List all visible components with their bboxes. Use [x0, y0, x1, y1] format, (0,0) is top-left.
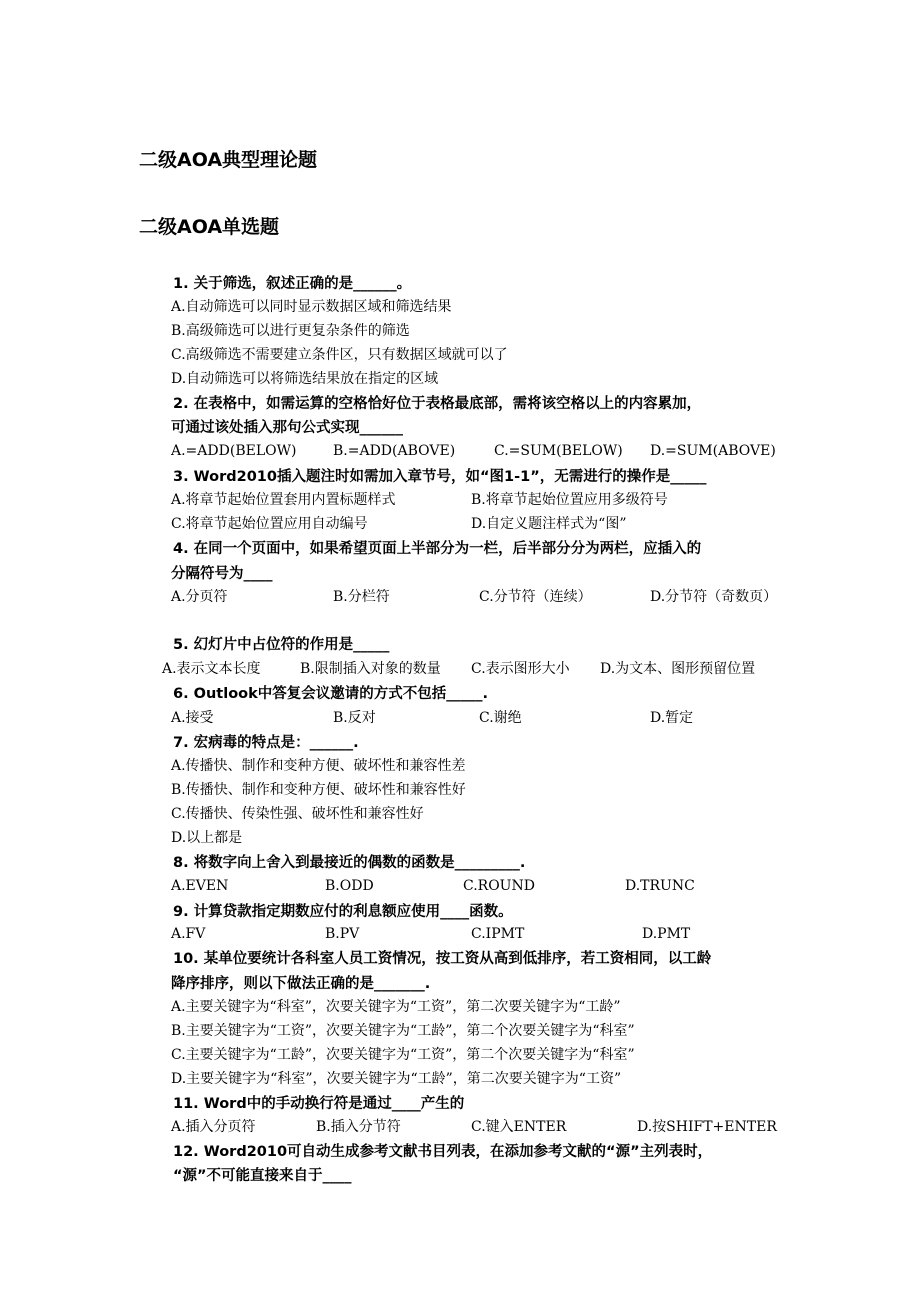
option-4d: D.分节符（奇数页）: [650, 589, 778, 605]
question-4-line-2: 分隔符号为____: [171, 566, 273, 582]
option-11c: C.键入ENTER: [471, 1119, 567, 1135]
option-7b: B.传播快、制作和变种方便、破坏性和兼容性好: [171, 782, 466, 798]
option-6b: B.反对: [333, 710, 376, 726]
option-10c: C.主要关键字为“工龄”，次要关键字为“工资”，第二个次要关键字为“科室”: [171, 1047, 635, 1063]
option-3b: B.将章节起始位置应用多级符号: [471, 492, 668, 508]
option-9c: C.IPMT: [471, 926, 525, 942]
option-8c: C.ROUND: [463, 878, 535, 894]
question-9: 9. 计算贷款指定期数应付的利息额应使用____函数。: [173, 904, 513, 920]
question-8: 8. 将数字向上舍入到最接近的偶数的函数是_________.: [173, 855, 526, 871]
option-11d: D.按SHIFT+ENTER: [637, 1119, 777, 1135]
question-10-line-1: 10. 某单位要统计各科室人员工资情况，按工资从高到低排序，若工资相同，以工龄: [173, 951, 712, 967]
option-6c: C.谢绝: [479, 710, 522, 726]
option-3a: A.将章节起始位置套用内置标题样式: [171, 492, 396, 508]
option-1a: A.自动筛选可以同时显示数据区域和筛选结果: [171, 299, 452, 315]
option-9d: D.PMT: [642, 926, 691, 942]
option-1c: C.高级筛选不需要建立条件区，只有数据区域就可以了: [171, 347, 508, 363]
option-6a: A.接受: [171, 710, 214, 726]
question-3: 3. Word2010插入题注时如需加入章节号，如“图1-1”，无需进行的操作是_____: [173, 469, 707, 485]
option-5d: D.为文本、图形预留位置: [600, 661, 756, 677]
option-10a: A.主要关键字为“科室”，次要关键字为“工资”，第二次要关键字为“工龄”: [171, 999, 621, 1015]
option-11a: A.插入分页符: [171, 1119, 256, 1135]
option-4a: A.分页符: [171, 589, 228, 605]
option-8b: B.ODD: [325, 878, 374, 894]
question-4-line-1: 4. 在同一个页面中，如果希望页面上半部分为一栏，后半部分分为两栏，应插入的: [173, 541, 702, 557]
option-6d: D.暂定: [650, 710, 694, 726]
option-7c: C.传播快、传染性强、破坏性和兼容性好: [171, 806, 424, 822]
question-7: 7. 宏病毒的特点是：______.: [173, 735, 359, 751]
option-2d: D.=SUM(ABOVE): [650, 443, 776, 459]
option-3c: C.将章节起始位置应用自动编号: [171, 516, 368, 532]
option-5c: C.表示图形大小: [471, 661, 570, 677]
option-3d: D.自定义题注样式为“图”: [471, 516, 627, 532]
option-7d: D.以上都是: [171, 830, 243, 846]
question-5: 5. 幻灯片中占位符的作用是_____: [173, 637, 390, 653]
question-2-line-1: 2. 在表格中，如需运算的空格恰好位于表格最底部，需将该空格以上的内容累加，: [173, 396, 702, 412]
option-2c: C.=SUM(BELOW): [494, 443, 623, 459]
option-7a: A.传播快、制作和变种方便、破坏性和兼容性差: [171, 758, 466, 774]
option-4c: C.分节符（连续）: [479, 589, 592, 605]
option-8a: A.EVEN: [171, 878, 229, 894]
question-1: 1. 关于筛选，叙述正确的是______。: [173, 276, 412, 292]
option-10d: D.主要关键字为“科室”，次要关键字为“工龄”，第二次要关键字为“工资”: [171, 1071, 622, 1087]
section-title: 二级AOA单选题: [139, 216, 280, 238]
question-12-line-2: “源”不可能直接来自于____: [173, 1168, 352, 1184]
option-1b: B.高级筛选可以进行更复杂条件的筛选: [171, 323, 410, 339]
option-9a: A.FV: [171, 926, 206, 942]
option-2a: A.=ADD(BELOW): [171, 443, 297, 459]
option-5b: B.限制插入对象的数量: [300, 661, 441, 677]
option-1d: D.自动筛选可以将筛选结果放在指定的区域: [171, 371, 439, 387]
question-6: 6. Outlook中答复会议邀请的方式不包括_____.: [173, 686, 489, 702]
option-9b: B.PV: [325, 926, 360, 942]
question-10-line-2: 降序排序，则以下做法正确的是_______.: [171, 976, 431, 992]
question-11: 11. Word中的手动换行符是通过____产生的: [173, 1096, 465, 1112]
option-2b: B.=ADD(ABOVE): [333, 443, 456, 459]
document-title: 二级AOA典型理论题: [139, 149, 318, 171]
option-10b: B.主要关键字为“工资”，次要关键字为“工龄”，第二个次要关键字为“科室”: [171, 1023, 635, 1039]
option-8d: D.TRUNC: [625, 878, 695, 894]
option-5a: A.表示文本长度: [162, 661, 261, 677]
question-12-line-1: 12. Word2010可自动生成参考文献书目列表，在添加参考文献的“源”主列表时，: [173, 1144, 713, 1160]
question-2-line-2: 可通过该处插入那句公式实现______: [171, 420, 403, 436]
option-4b: B.分栏符: [333, 589, 390, 605]
option-11b: B.插入分节符: [316, 1119, 401, 1135]
